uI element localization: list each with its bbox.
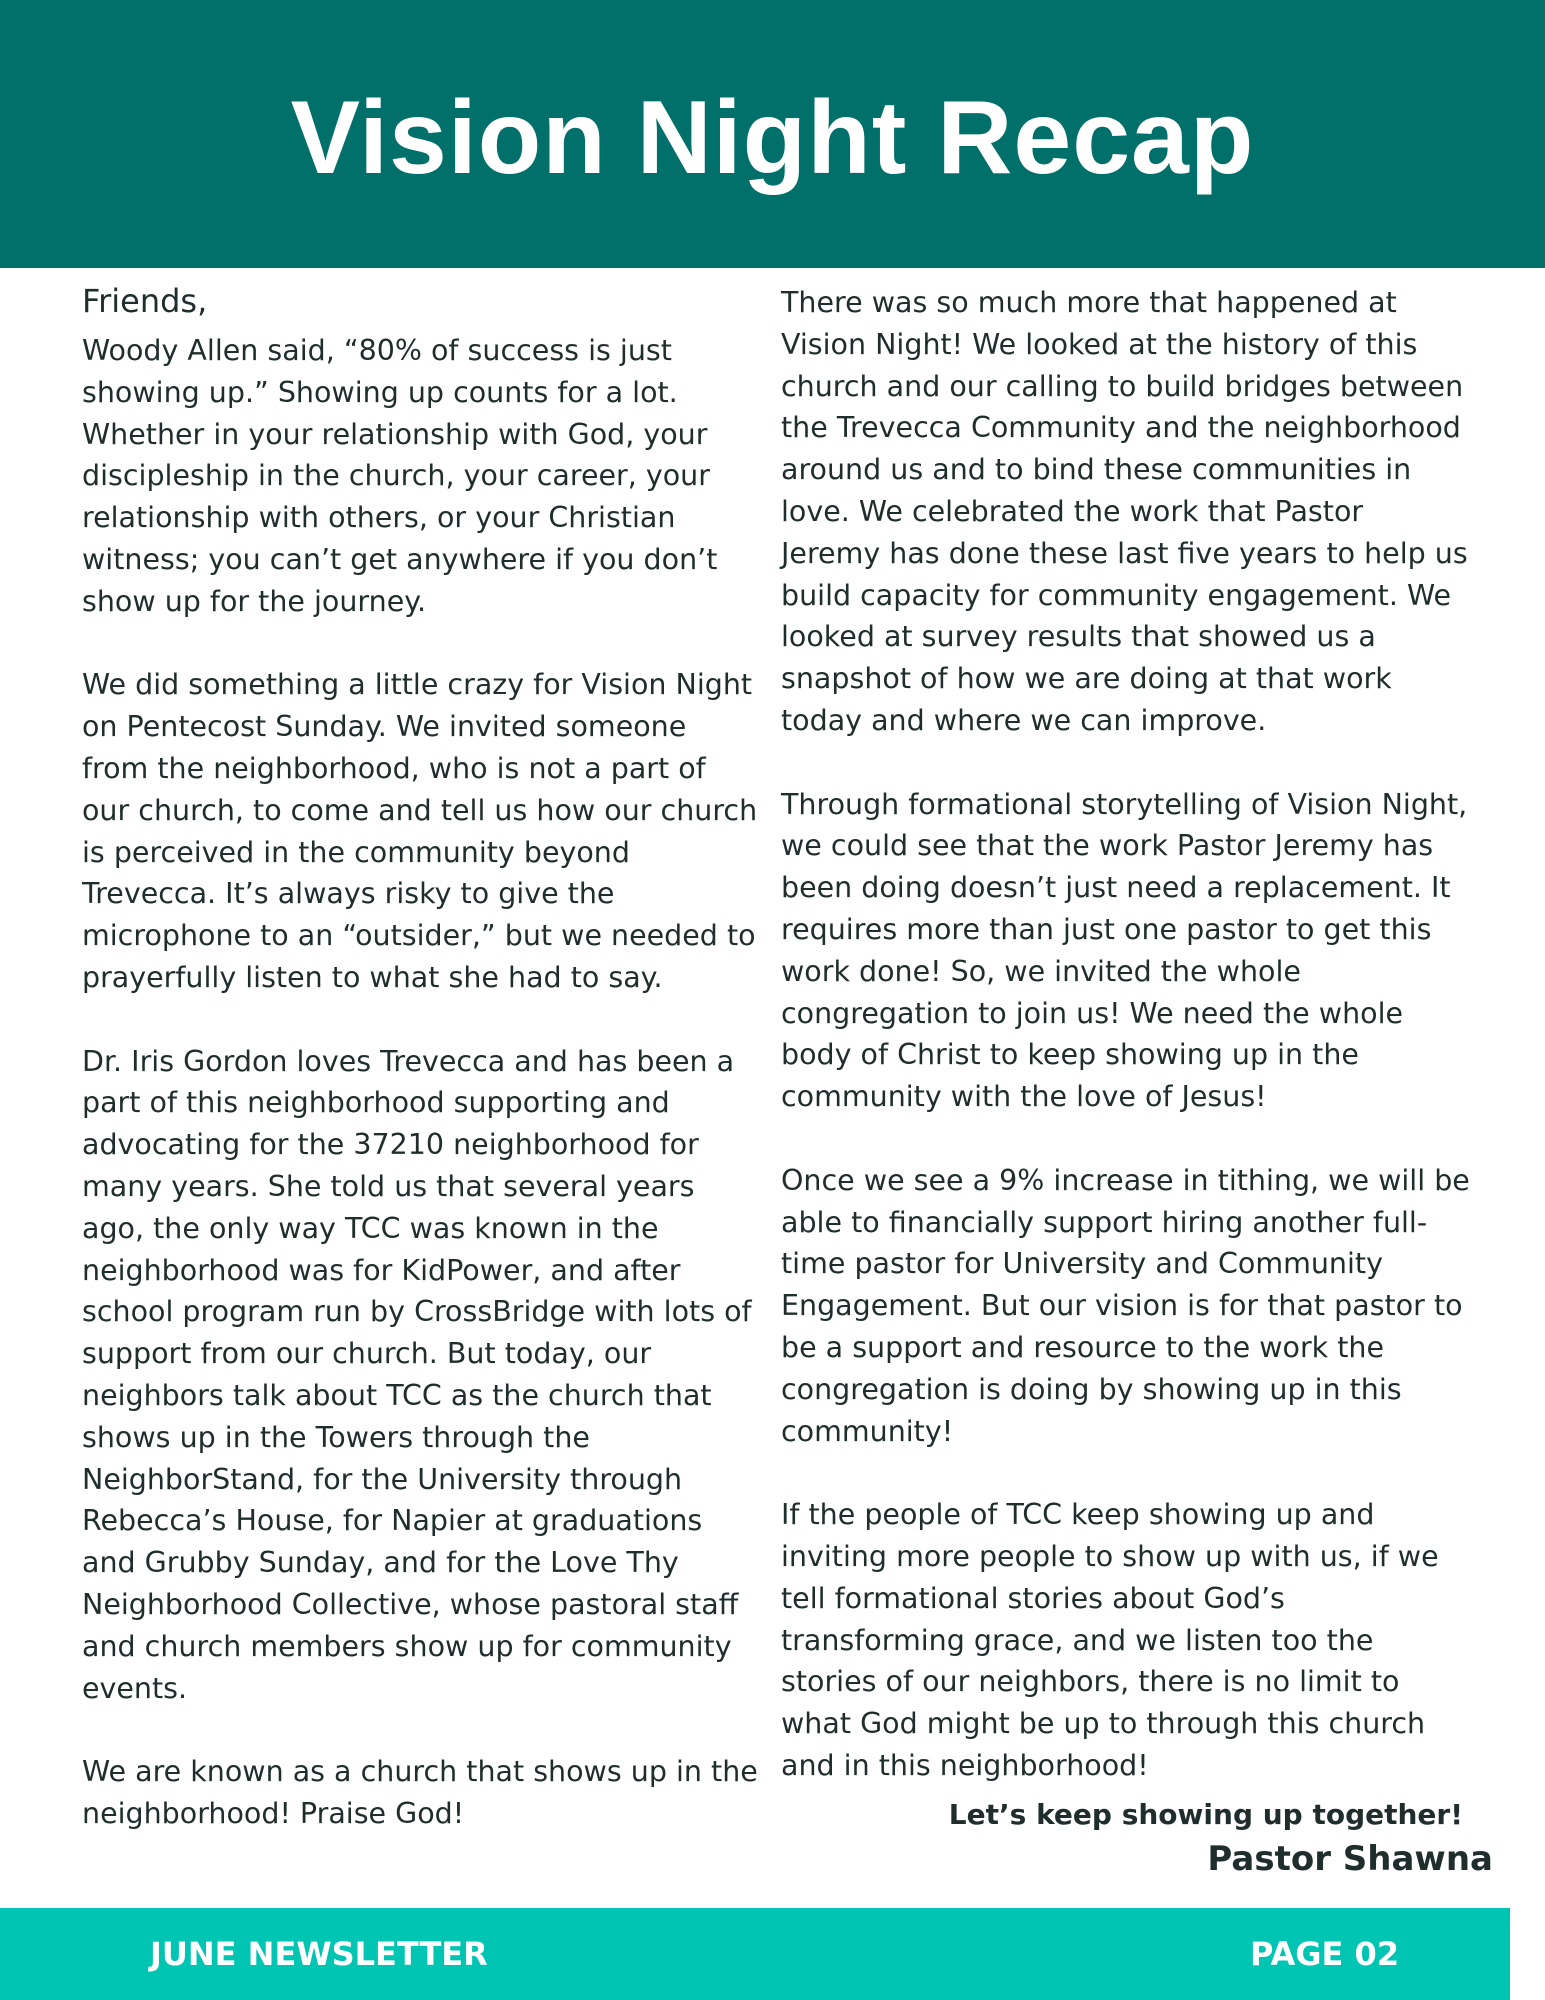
paragraph: Once we see a 9% increase in tithing, we will be able to financially support hiring another full-time pastor for University and Community Engagement. But our vision is for that pastor to be a support and resource to the work the congregation is doing by showing up in this community!	[781, 1163, 1470, 1448]
paragraph: There was so much more that happened at Vision Night! We looked at the history of this church and our calling to build bridges between the Trevecca Community and the neighborhood around us and to bind these communities in love. We celebrated the work that Pastor Jeremy has done these last five years to help us build capacity for community engagement. We looked at survey results that showed us a snapshot of how we are doing at that work today and where we can improve.	[781, 286, 1468, 737]
greeting: Friends,	[82, 282, 208, 320]
newsletter-label: JUNE NEWSLETTER	[150, 1935, 488, 1973]
closing-line: Let’s keep showing up together!	[948, 1798, 1463, 1831]
left-column	[82, 282, 758, 1835]
page-number: PAGE 02	[1250, 1935, 1400, 1973]
footer-bar	[0, 1908, 1510, 2000]
right-column	[781, 282, 1471, 1787]
paragraph: We are known as a church that shows up in the neighborhood! Praise God!	[82, 1755, 758, 1830]
paragraph: Dr. Iris Gordon loves Trevecca and has been a part of this neighborhood supporting and advocating for the 37210 neighborhood for many years. She told us that several years ago, the only way TCC was known in the neighborhood was for KidPower, and after school program run by CrossBridge with lots of support from our church. But today, our neighbors talk about TCC as the church that shows up in the Towers through the NeighborStand, for the University through Rebecca’s House, for Napier at graduations and Grubby Sunday, and for the Love Thy Neighborhood Collective, whose pastoral staff and church members show up for community events.	[82, 1044, 752, 1705]
paragraph: Woody Allen said, “80% of success is just showing up.” Showing up counts for a lot. Whether in your relationship with God, your discipleship in the church, your career, your relationship with others, or your Christian witness; you can’t get anywhere if you don’t show up for the journey.	[82, 334, 718, 618]
signature: Pastor Shawna	[1207, 1839, 1493, 1879]
header-banner	[0, 0, 1545, 268]
paragraph: If the people of TCC keep showing up and inviting more people to show up with us, if we tell formational stories about God’s transforming grace, and we listen too the stories of our neighbors, there is no limit to what God might be up to through this church and in this neighborhood!	[781, 1498, 1439, 1782]
paragraph: Through formational storytelling of Vision Night, we could see that the work Pastor Jeremy has been doing doesn’t just need a replacement. It requires more than just one pastor to get this work done! So, we invited the whole congregation to join us! We need the whole body of Christ to keep showing up in the community with the love of Jesus!	[781, 787, 1468, 1114]
paragraph: We did something a little crazy for Vision Night on Pentecost Sunday. We invited someone from the neighborhood, who is not a part of our church, to come and tell us how our church is perceived in the community beyond Trevecca. It’s always risky to give the microphone to an “outsider,” but we needed to prayerfully listen to what she had to say.	[82, 668, 758, 994]
page-title: Vision Night Recap	[290, 80, 1255, 196]
